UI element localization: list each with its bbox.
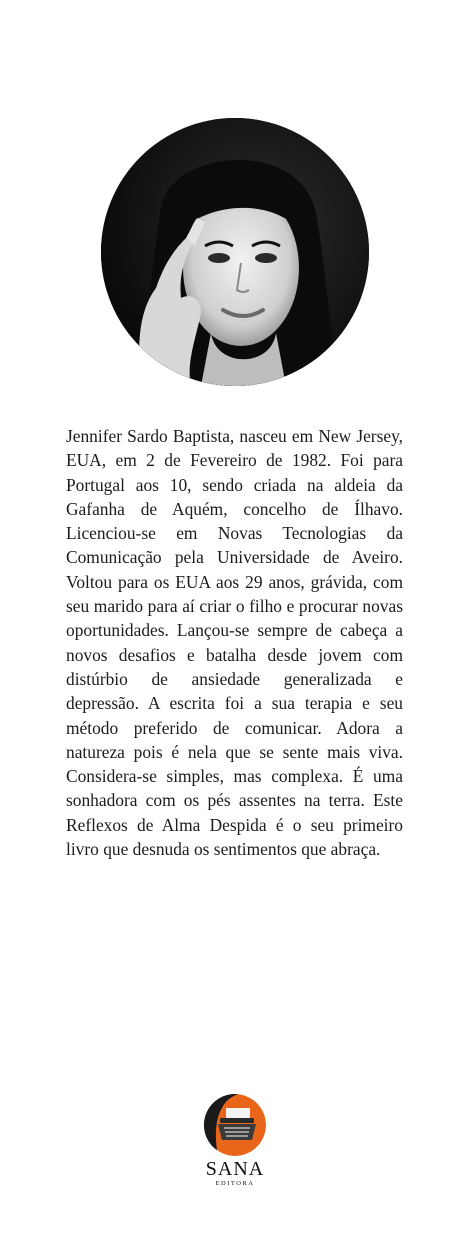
author-portrait-photo — [101, 118, 369, 386]
typewriter-icon — [204, 1094, 266, 1156]
publisher-name: SANA — [205, 1158, 265, 1180]
author-biography: Jennifer Sardo Baptista, nasceu em New Jersey, EUA, em 2 de Fevereiro de 1982. Foi para Portugal aos 10, sendo criada na aldeia da Gafanha de Aquém, concelho de Ílhavo. Licenciou-se em Novas Tecnologias da Comunicação pela Universidade de Aveiro. Voltou para os EUA aos 29 anos, grávida, com seu marido para aí criar o filho e procurar novas oportunidades. Lançou-se sempre de cabeça a novos desafios e batalha desde jovem com distúrbio de ansiedade generalizada e depressão. A escrita foi a sua terapia e seu método preferido de comunicar. Adora a natureza pois é nela que se sente mais viva. Considera-se simples, mas complexa. É uma sonhadora com os pés assentes na terra. Este Reflexos de Alma Despida é o seu primeiro livro que desnuda os sentimentos que abraça. — [66, 426, 403, 860]
author-photo — [101, 118, 369, 386]
publisher-subtitle: EDITORA — [215, 1180, 255, 1187]
publisher-logo — [199, 1094, 269, 1204]
